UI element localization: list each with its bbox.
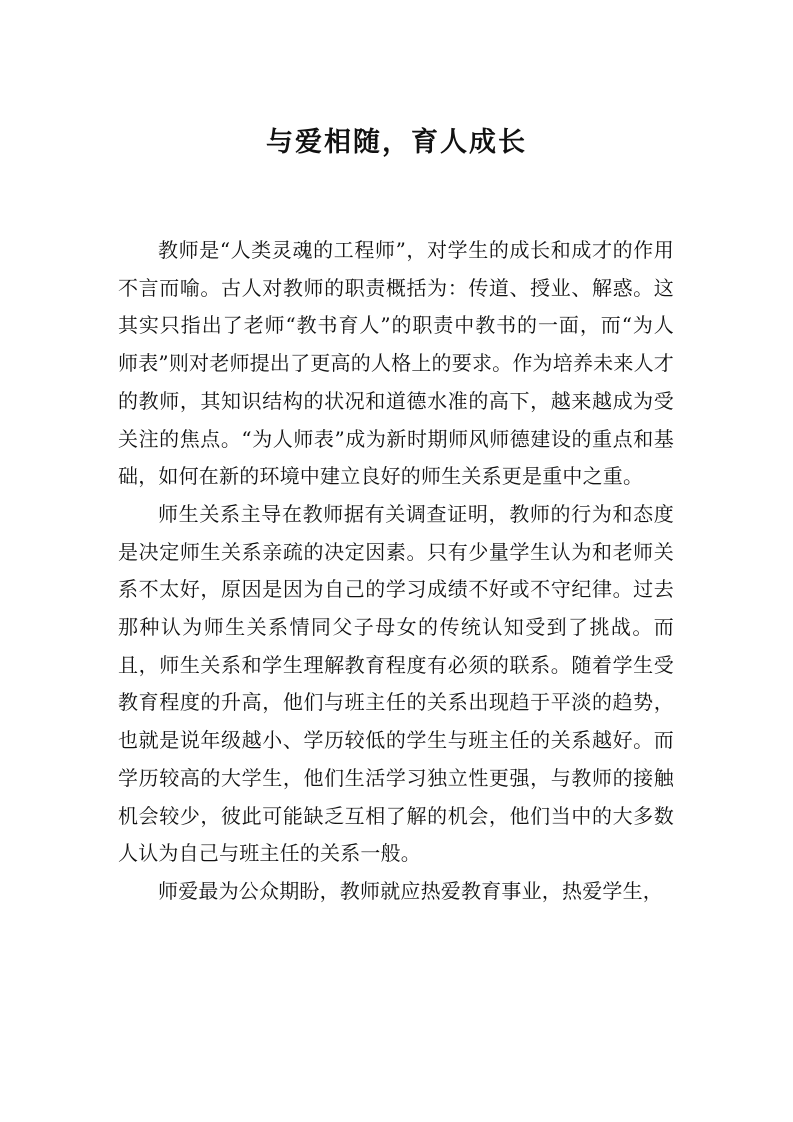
document-title: 与爱相随，育人成长	[266, 127, 527, 158]
paragraph-2: 师生关系主导在教师据有关调查证明，教师的行为和态度是决定师生关系亲疏的决定因素。只有少量学生认为和老师关系不太好，原因是因为自己的学习成绩不好或不守纪律。过去那种认为师生关系情同父子母女的传统认知受到了挑战。而且，师生关系和学生理解教育程度有必须的联系。随着学生受教育程度的升高，他们与班主任的关系出现趋于平淡的趋势，也就是说年级越小、学历较低的学生与班主任的关系越好。而学历较高的大学生，他们生活学习独立性更强，与教师的接触机会较少，彼此可能缺乏互相了解的机会，他们当中的大多数人认为自己与班主任的关系一般。	[118, 501, 674, 866]
paragraph-1: 教师是“人类灵魂的工程师”，对学生的成长和成才的作用不言而喻。古人对教师的职责概括为：传道、授业、解惑。这其实只指出了老师“教书育人”的职责中教书的一面，而“为人师表”则对老师提出了更高的人格上的要求。作为培养未来人才的教师，其知识结构的状况和道德水准的高下，越来越成为受关注的焦点。“为人师表”成为新时期师风师德建设的重点和基础，如何在新的环境中建立良好的师生关系更是重中之重。	[118, 238, 674, 489]
document-body	[118, 232, 674, 911]
paragraph-3: 师爱最为公众期盼，教师就应热爱教育事业，热爱学生，	[158, 878, 663, 903]
